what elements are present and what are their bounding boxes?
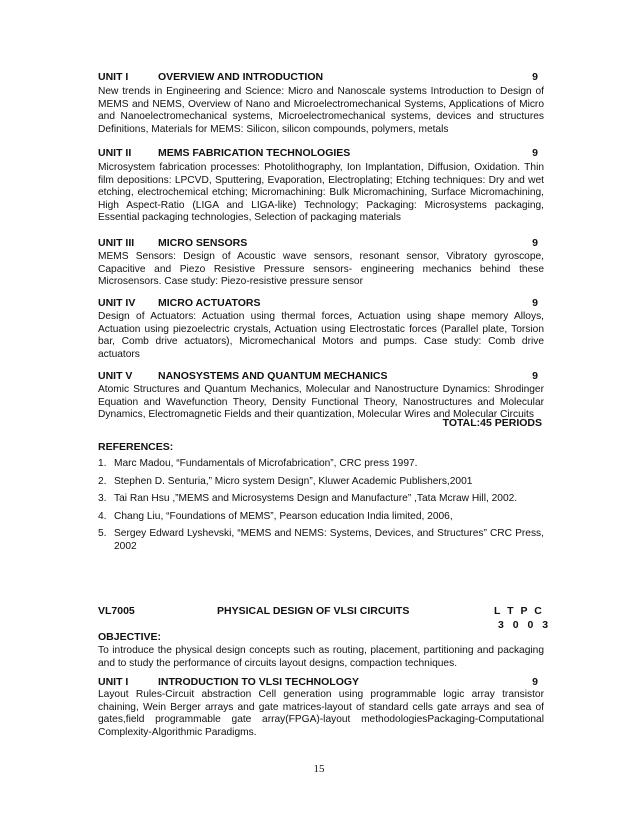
unit-4-heading — [98, 296, 544, 310]
reference-item: 4. Chang Liu, “Foundations of MEMS”, Pearson education India limited, 2006, — [98, 510, 453, 522]
unit-4-body: Design of Actuators: Actuation using thermal forces, Actuation using shape memory Alloys, Actuation using piezoelectric crystals, Actuation using Electrostatic forces (Parallel plate, Torsion bar, Comb drive actuators), Micromechanical Motors and pumps. Case study: Comb drive actuators — [98, 311, 544, 360]
unit-title: NANOSYSTEMS AND QUANTUM MECHANICS — [158, 370, 388, 382]
unit-title: INTRODUCTION TO VLSI TECHNOLOGY — [158, 676, 360, 688]
reference-item: 5. Sergey Edward Lyshevski, “MEMS and NEMS: Systems, Devices, and Structures” CRC Press, 2002 — [98, 528, 544, 552]
reference-item: 3. Tai Ran Hsu ,”MEMS and Microsystems Design and Manufacture” ,Tata Mcraw Hill, 2002. — [98, 493, 518, 505]
unit-hours: 9 — [532, 237, 538, 249]
course-unit-1-heading — [98, 675, 544, 689]
unit-code: UNIT II — [98, 147, 132, 159]
reference-item: 1. Marc Madou, “Fundamentals of Microfabrication”, CRC press 1997. — [98, 458, 418, 469]
references-list — [98, 458, 544, 559]
unit-3-heading — [98, 236, 544, 250]
unit-5-body: Atomic Structures and Quantum Mechanics, Molecular and Nanostructure Dynamics: Shrodinger Equation and Wavefunction Theory, Density Functional Theory, Nanostructures and Molecular Dynamics, Electromagnetic Fields and their quantization, Molecular Wires and Molecular Circuits — [98, 384, 544, 421]
unit-3-body: MEMS Sensors: Design of Acoustic wave sensors, resonant sensor, Vibratory gyroscope, Capacitive and Piezo Resistive Pressure sensors- engineering mechanics behind these Microsensors. Case study: Piezo-resistive pressure sensor — [98, 251, 544, 288]
unit-title: MICRO SENSORS — [158, 237, 248, 249]
unit-hours: 9 — [532, 370, 538, 382]
unit-code: UNIT IV — [98, 297, 136, 309]
unit-title: MICRO ACTUATORS — [158, 297, 261, 309]
unit-code: UNIT I — [98, 676, 129, 688]
unit-1-body: New trends in Engineering and Science: Micro and Nanoscale systems Introduction to Design of MEMS and NEMS, Overview of Nano and Microelectromechanical Systems, Applications of Micro and Nanoelectromechanical systems, Microelectromechanical systems, devices and structures Definitions, Materials for MEMS: Silicon, silicon compounds, polymers, metals — [98, 86, 544, 135]
unit-2-heading — [98, 146, 544, 160]
total-periods: TOTAL:45 PERIODS — [442, 417, 542, 429]
unit-code: UNIT I — [98, 71, 129, 83]
unit-hours: 9 — [532, 297, 538, 309]
unit-2-body: Microsystem fabrication processes: Photolithography, Ion Implantation, Diffusion, Oxidation. Thin film depositions: LPCVD, Sputtering, Evaporation, Electroplating; Etching techniques: Dry and wet etching, electrochemical etching; Micromachining: Bulk Micromachining, Surface Micromachining, High Aspect-Ratio (LIGA and LIGA-like) Technology; Packaging: Microsystems packaging, Essential packaging technologies, Selection of packaging materials — [98, 162, 544, 224]
unit-5-heading — [98, 369, 544, 383]
course-code: VL7005 — [98, 605, 135, 617]
unit-code: UNIT III — [98, 237, 135, 249]
page-number: 15 — [313, 763, 325, 775]
ltpc-values: 3 0 0 3 — [498, 619, 552, 631]
unit-code: UNIT V — [98, 370, 133, 382]
course-title: PHYSICAL DESIGN OF VLSI CIRCUITS — [217, 605, 410, 617]
objective-text: To introduce the physical design concepts such as routing, placement, partitioning and packaging and to study the performance of circuits layout designs, compaction techniques. — [98, 645, 544, 669]
references-title: REFERENCES: — [98, 441, 174, 453]
unit-title: MEMS FABRICATION TECHNOLOGIES — [158, 147, 351, 159]
unit-1-heading — [98, 70, 544, 84]
unit-title: OVERVIEW AND INTRODUCTION — [158, 71, 324, 83]
reference-item: 2. Stephen D. Senturia,” Micro system Design”, Kluwer Academic Publishers,2001 — [98, 475, 473, 487]
ltpc-label: L T P C — [494, 605, 544, 617]
objective-label: OBJECTIVE: — [98, 631, 162, 643]
unit-hours: 9 — [532, 676, 538, 688]
course-unit-1-body: Layout Rules-Circuit abstraction Cell generation using programmable logic array transistor chaining, Wein Berger arrays and gate matrices-layout of standard cells gate arrays and sea of gates,field programmable gate array(FPGA)-layout methodologiesPackaging-Computational Complexity-Algorithmic Paradigms. — [98, 689, 544, 738]
unit-hours: 9 — [532, 147, 538, 159]
unit-hours: 9 — [532, 71, 538, 83]
